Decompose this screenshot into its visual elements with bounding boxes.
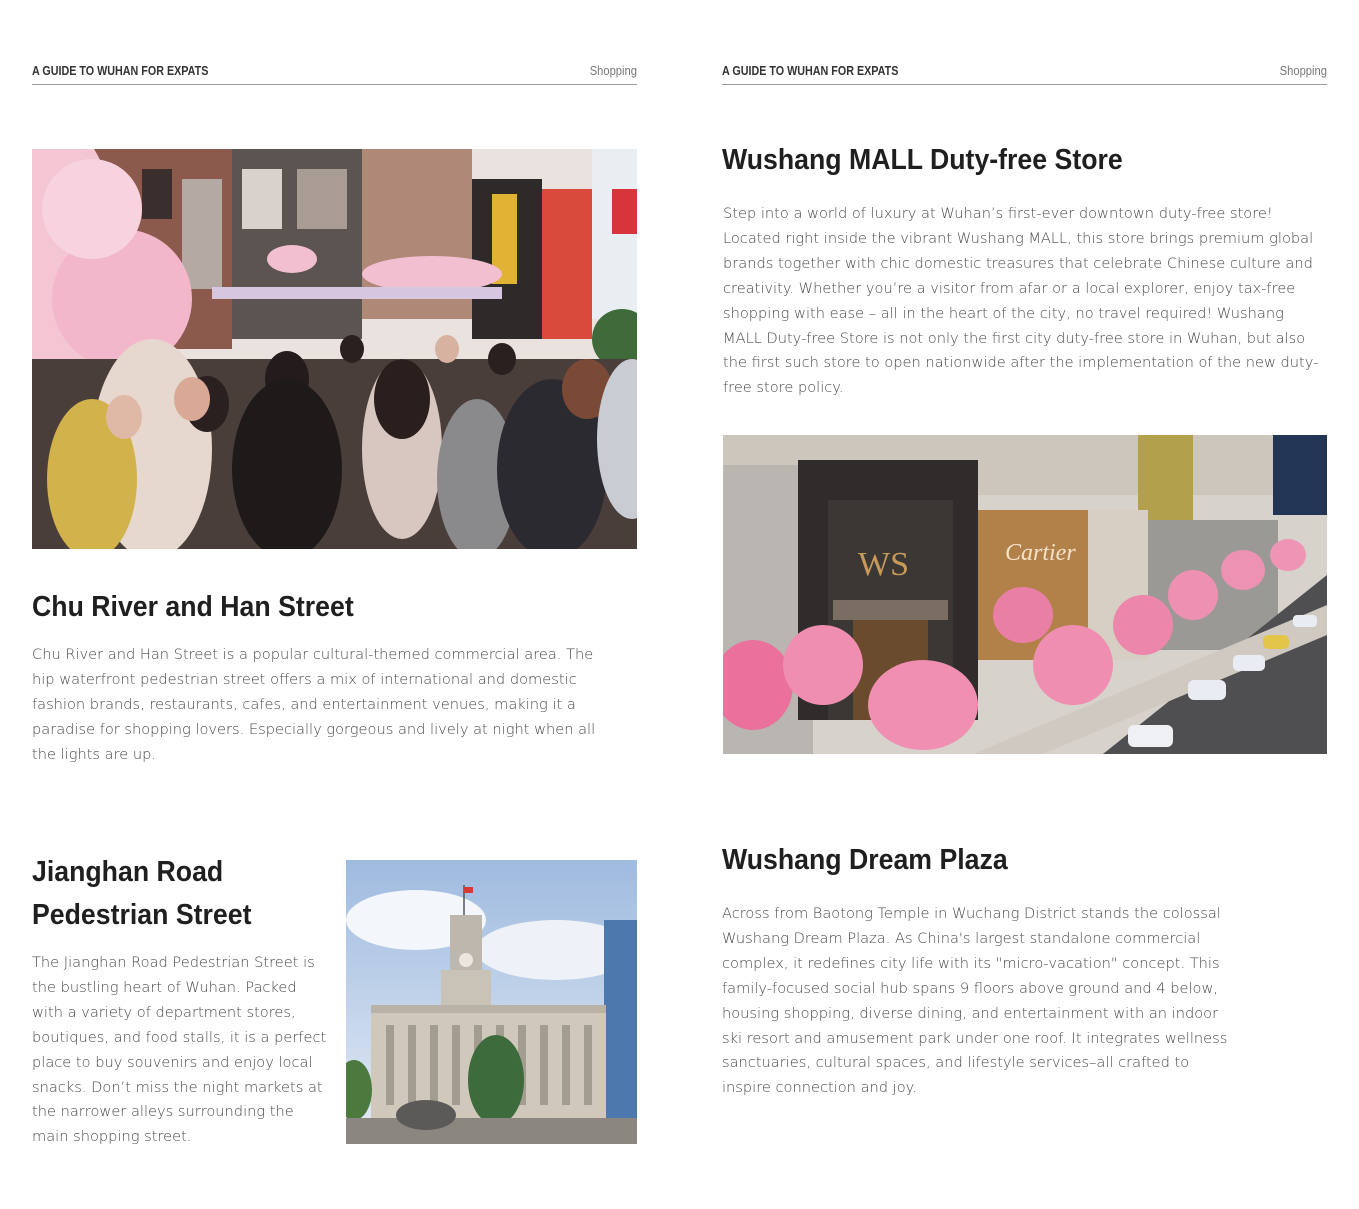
jianghan-title-line1: Jianghan Road bbox=[32, 856, 224, 888]
dream-plaza-body: Across from Baotong Temple in Wuchang District stands the colossal Wushang Dream Plaza. As China's largest standalone commercial complex, it redefines city life with its "micro-vacation" concept. This family-focused social hub spans 9 floors above ground and 4 below, housing shopping, diverse dining, and entertainment with an indoor ski resort and amusement park under one roof. It integrates wellness sanctuaries, cultural spaces, and lifestyle services–all crafted to inspire connection and joy. bbox=[722, 905, 1228, 1097]
right-page bbox=[722, 0, 1327, 1209]
duty-free-title: Wushang MALL Duty-free Store bbox=[722, 144, 1123, 176]
svg-text:Cartier: Cartier bbox=[1005, 540, 1076, 566]
jianghan-body: The Jianghan Road Pedestrian Street is the bustling heart of Wuhan. Packed with a variety of department stores, boutiques, and food stalls, it is a perfect place to buy souvenirs and enjoy local snacks. Don’t miss the night markets at the narrower alleys surrounding the main shopping street. bbox=[32, 954, 327, 1146]
chu-river-street-photo bbox=[32, 149, 637, 549]
duty-free-body: Step into a world of luxury at Wuhan’s first-ever downtown duty-free store! Located right inside the vibrant Wushang MALL, this store brings premium global brands together with chic domestic treasures that celebrate Chinese culture and creativity. Whether you’re a visitor from afar or a local explorer, enjoy tax-free shopping with ease – all in the heart of the city, no travel required! Wushang MALL Duty-free Store is not only the first city duty-free store in Wuhan, but also the first such store to open nationwide after the implementation of the new duty-free store policy. bbox=[723, 205, 1319, 397]
section-label: Shopping bbox=[589, 63, 637, 78]
svg-text:WS: WS bbox=[858, 546, 909, 583]
left-page bbox=[32, 0, 637, 1209]
guide-title: A GUIDE TO WUHAN FOR EXPATS bbox=[32, 64, 209, 78]
guide-title: A GUIDE TO WUHAN FOR EXPATS bbox=[722, 64, 899, 78]
wushang-mall-exterior-photo bbox=[723, 435, 1327, 754]
section-label: Shopping bbox=[1279, 63, 1327, 78]
jianghan-title-line2: Pedestrian Street bbox=[32, 899, 252, 931]
running-head bbox=[32, 62, 637, 85]
jianghan-customs-house-photo bbox=[346, 860, 637, 1144]
dream-plaza-title: Wushang Dream Plaza bbox=[722, 844, 1008, 876]
chu-river-title: Chu River and Han Street bbox=[32, 591, 354, 623]
chu-river-body: Chu River and Han Street is a popular cultural-themed commercial area. The hip waterfront pedestrian street offers a mix of international and domestic fashion brands, restaurants, cafes, and entertainment venues, making it a paradise for shopping lovers. Especially gorgeous and lively at night when all the lights are up. bbox=[32, 646, 596, 763]
running-head bbox=[722, 62, 1327, 85]
